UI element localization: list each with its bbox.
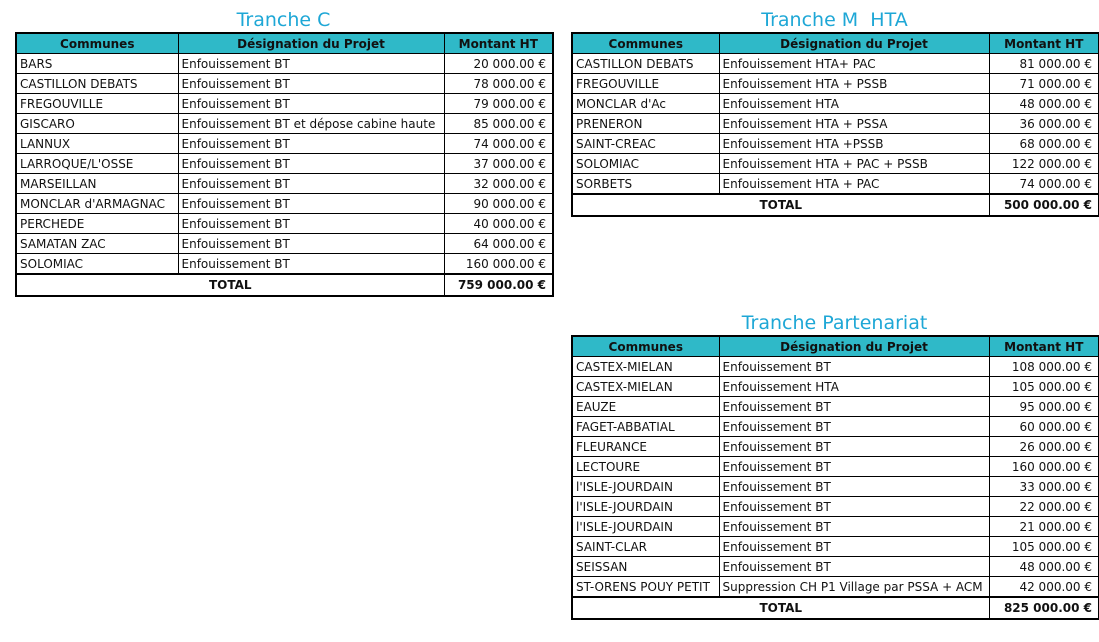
montant-cell: 160 000.00 € bbox=[444, 254, 553, 275]
commune-cell: MARSEILLAN bbox=[16, 174, 178, 194]
montant-cell: 79 000.00 € bbox=[444, 94, 553, 114]
montant-cell: 122 000.00 € bbox=[989, 154, 1099, 174]
table-row bbox=[572, 134, 1099, 154]
table-row bbox=[16, 154, 553, 174]
table-row bbox=[572, 577, 1099, 598]
total-value: 500 000.00 € bbox=[989, 194, 1099, 216]
table-row bbox=[16, 174, 553, 194]
designation-cell: Enfouissement BT bbox=[719, 537, 989, 557]
designation-cell: Enfouissement BT bbox=[178, 154, 444, 174]
column-header-montant: Montant HT bbox=[989, 336, 1099, 357]
total-label: TOTAL bbox=[572, 194, 989, 216]
commune-cell: MONCLAR d'ARMAGNAC bbox=[16, 194, 178, 214]
designation-cell: Enfouissement HTA bbox=[719, 377, 989, 397]
designation-cell: Enfouissement HTA+ PAC bbox=[719, 54, 989, 74]
designation-cell: Enfouissement BT bbox=[178, 134, 444, 154]
tranche-m-table bbox=[571, 32, 1099, 217]
commune-cell: SAINT-CLAR bbox=[572, 537, 719, 557]
tranche-c-title: Tranche C bbox=[236, 9, 331, 31]
commune-cell: l'ISLE-JOURDAIN bbox=[572, 517, 719, 537]
commune-cell: BARS bbox=[16, 54, 178, 74]
montant-cell: 21 000.00 € bbox=[989, 517, 1099, 537]
table-row bbox=[16, 74, 553, 94]
commune-cell: ST-ORENS POUY PETIT bbox=[572, 577, 719, 598]
table-row bbox=[572, 54, 1099, 74]
montant-cell: 81 000.00 € bbox=[989, 54, 1099, 74]
designation-cell: Enfouissement HTA bbox=[719, 94, 989, 114]
table-row bbox=[572, 437, 1099, 457]
designation-cell: Enfouissement BT bbox=[178, 94, 444, 114]
tranche-partenariat-table bbox=[571, 335, 1099, 620]
commune-cell: FLEURANCE bbox=[572, 437, 719, 457]
table-row bbox=[16, 114, 553, 134]
designation-cell: Enfouissement HTA + PSSB bbox=[719, 74, 989, 94]
montant-cell: 20 000.00 € bbox=[444, 54, 553, 74]
designation-cell: Enfouissement BT bbox=[178, 234, 444, 254]
total-label: TOTAL bbox=[572, 597, 989, 619]
designation-cell: Enfouissement HTA + PAC + PSSB bbox=[719, 154, 989, 174]
commune-cell: MONCLAR d'Ac bbox=[572, 94, 719, 114]
designation-cell: Enfouissement BT bbox=[719, 457, 989, 477]
commune-cell: FREGOUVILLE bbox=[16, 94, 178, 114]
commune-cell: CASTEX-MIELAN bbox=[572, 377, 719, 397]
table-row bbox=[572, 154, 1099, 174]
designation-cell: Enfouissement BT bbox=[719, 397, 989, 417]
montant-cell: 33 000.00 € bbox=[989, 477, 1099, 497]
table-row bbox=[572, 74, 1099, 94]
commune-cell: CASTILLON DEBATS bbox=[572, 54, 719, 74]
total-row bbox=[16, 274, 553, 296]
total-row bbox=[572, 194, 1099, 216]
designation-cell: Enfouissement BT bbox=[178, 74, 444, 94]
tranche-partenariat-title: Tranche Partenariat bbox=[741, 312, 928, 334]
table-row bbox=[572, 114, 1099, 134]
montant-cell: 32 000.00 € bbox=[444, 174, 553, 194]
column-header-montant: Montant HT bbox=[989, 33, 1099, 54]
designation-cell: Enfouissement BT bbox=[719, 417, 989, 437]
table-row bbox=[572, 417, 1099, 437]
designation-cell: Enfouissement BT bbox=[719, 437, 989, 457]
commune-cell: PRENERON bbox=[572, 114, 719, 134]
montant-cell: 85 000.00 € bbox=[444, 114, 553, 134]
commune-cell: l'ISLE-JOURDAIN bbox=[572, 497, 719, 517]
montant-cell: 64 000.00 € bbox=[444, 234, 553, 254]
table-row bbox=[16, 54, 553, 74]
table-row bbox=[16, 214, 553, 234]
commune-cell: LECTOURE bbox=[572, 457, 719, 477]
montant-cell: 71 000.00 € bbox=[989, 74, 1099, 94]
column-header-communes: Communes bbox=[572, 336, 719, 357]
total-row bbox=[572, 597, 1099, 619]
table-row bbox=[572, 397, 1099, 417]
montant-cell: 48 000.00 € bbox=[989, 94, 1099, 114]
designation-cell: Enfouissement BT bbox=[178, 214, 444, 234]
table-row bbox=[16, 234, 553, 254]
montant-cell: 36 000.00 € bbox=[989, 114, 1099, 134]
table-row bbox=[16, 94, 553, 114]
commune-cell: FAGET-ABBATIAL bbox=[572, 417, 719, 437]
commune-cell: SORBETS bbox=[572, 174, 719, 195]
commune-cell: EAUZE bbox=[572, 397, 719, 417]
designation-cell: Enfouissement BT bbox=[719, 517, 989, 537]
designation-cell: Enfouissement BT bbox=[178, 254, 444, 275]
designation-cell: Enfouissement BT bbox=[178, 54, 444, 74]
commune-cell: PERCHEDE bbox=[16, 214, 178, 234]
designation-cell: Enfouissement HTA +PSSB bbox=[719, 134, 989, 154]
column-header-montant: Montant HT bbox=[444, 33, 553, 54]
montant-cell: 95 000.00 € bbox=[989, 397, 1099, 417]
commune-cell: CASTEX-MIELAN bbox=[572, 357, 719, 377]
montant-cell: 105 000.00 € bbox=[989, 377, 1099, 397]
table-row bbox=[572, 537, 1099, 557]
commune-cell: l'ISLE-JOURDAIN bbox=[572, 477, 719, 497]
montant-cell: 48 000.00 € bbox=[989, 557, 1099, 577]
column-header-communes: Communes bbox=[572, 33, 719, 54]
designation-cell: Enfouissement BT bbox=[178, 174, 444, 194]
table-row bbox=[572, 477, 1099, 497]
table-row bbox=[572, 497, 1099, 517]
designation-cell: Enfouissement HTA + PAC bbox=[719, 174, 989, 195]
column-header-communes: Communes bbox=[16, 33, 178, 54]
table-row bbox=[16, 194, 553, 214]
montant-cell: 160 000.00 € bbox=[989, 457, 1099, 477]
commune-cell: SOLOMIAC bbox=[16, 254, 178, 275]
montant-cell: 74 000.00 € bbox=[444, 134, 553, 154]
commune-cell: LANNUX bbox=[16, 134, 178, 154]
designation-cell: Enfouissement HTA + PSSA bbox=[719, 114, 989, 134]
commune-cell: GISCARO bbox=[16, 114, 178, 134]
montant-cell: 68 000.00 € bbox=[989, 134, 1099, 154]
total-label: TOTAL bbox=[16, 274, 444, 296]
table-row bbox=[572, 517, 1099, 537]
commune-cell: CASTILLON DEBATS bbox=[16, 74, 178, 94]
montant-cell: 40 000.00 € bbox=[444, 214, 553, 234]
commune-cell: FREGOUVILLE bbox=[572, 74, 719, 94]
designation-cell: Enfouissement BT bbox=[178, 194, 444, 214]
column-header-designation: Désignation du Projet bbox=[719, 33, 989, 54]
tranche-c-table bbox=[15, 32, 554, 297]
designation-cell: Enfouissement BT bbox=[719, 497, 989, 517]
column-header-designation: Désignation du Projet bbox=[178, 33, 444, 54]
montant-cell: 74 000.00 € bbox=[989, 174, 1099, 195]
montant-cell: 78 000.00 € bbox=[444, 74, 553, 94]
designation-cell: Enfouissement BT bbox=[719, 557, 989, 577]
tranche-m-section bbox=[571, 8, 1098, 217]
commune-cell: SAINT-CREAC bbox=[572, 134, 719, 154]
table-row bbox=[16, 254, 553, 275]
montant-cell: 22 000.00 € bbox=[989, 497, 1099, 517]
tranche-c-section bbox=[15, 8, 552, 297]
montant-cell: 37 000.00 € bbox=[444, 154, 553, 174]
designation-cell: Enfouissement BT et dépose cabine haute bbox=[178, 114, 444, 134]
table-row bbox=[572, 557, 1099, 577]
table-row bbox=[16, 134, 553, 154]
designation-cell: Suppression CH P1 Village par PSSA + ACM bbox=[719, 577, 989, 598]
commune-cell: SOLOMIAC bbox=[572, 154, 719, 174]
table-row bbox=[572, 377, 1099, 397]
table-row bbox=[572, 457, 1099, 477]
designation-cell: Enfouissement BT bbox=[719, 477, 989, 497]
tranche-partenariat-section bbox=[571, 311, 1098, 620]
total-value: 825 000.00 € bbox=[989, 597, 1099, 619]
montant-cell: 108 000.00 € bbox=[989, 357, 1099, 377]
table-row bbox=[572, 357, 1099, 377]
tranche-m-title: Tranche M HTA bbox=[761, 9, 908, 31]
montant-cell: 90 000.00 € bbox=[444, 194, 553, 214]
montant-cell: 60 000.00 € bbox=[989, 417, 1099, 437]
total-value: 759 000.00 € bbox=[444, 274, 553, 296]
commune-cell: LARROQUE/L'OSSE bbox=[16, 154, 178, 174]
montant-cell: 26 000.00 € bbox=[989, 437, 1099, 457]
table-row bbox=[572, 94, 1099, 114]
table-row bbox=[572, 174, 1099, 195]
designation-cell: Enfouissement BT bbox=[719, 357, 989, 377]
column-header-designation: Désignation du Projet bbox=[719, 336, 989, 357]
commune-cell: SEISSAN bbox=[572, 557, 719, 577]
montant-cell: 105 000.00 € bbox=[989, 537, 1099, 557]
commune-cell: SAMATAN ZAC bbox=[16, 234, 178, 254]
montant-cell: 42 000.00 € bbox=[989, 577, 1099, 598]
